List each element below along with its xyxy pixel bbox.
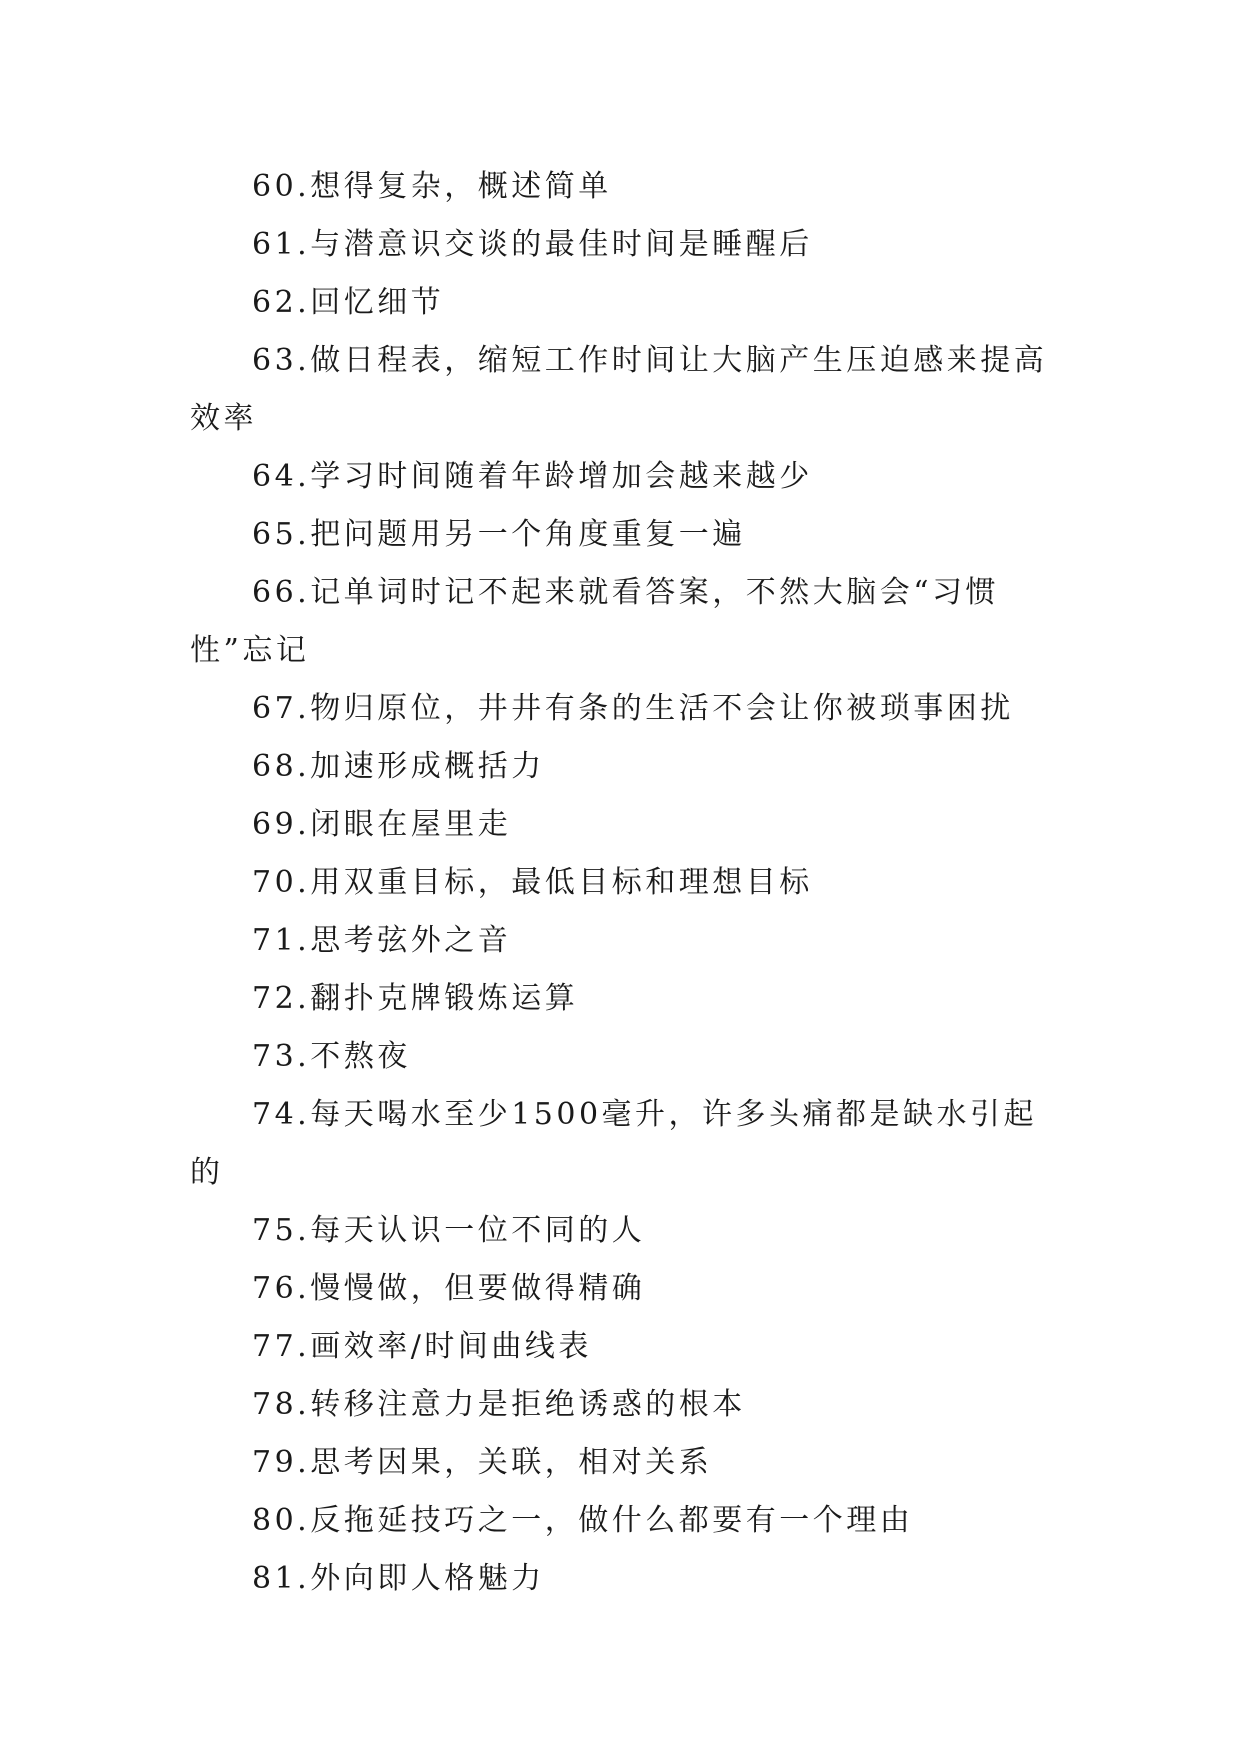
list-item: 79.思考因果，关联，相对关系 [252, 1445, 713, 1480]
document-body [190, 158, 1050, 1608]
list-item: 64.学习时间随着年龄增加会越来越少 [252, 459, 813, 494]
list-item: 77.画效率/时间曲线表 [252, 1329, 592, 1364]
list-item: 69.闭眼在屋里走 [252, 807, 512, 842]
list-item: 76.慢慢做，但要做得精确 [252, 1271, 646, 1306]
list-item: 75.每天认识一位不同的人 [252, 1213, 646, 1248]
list-item: 74.每天喝水至少1500毫升，许多头痛都是缺水引起的 [190, 1097, 1038, 1190]
list-item: 68.加速形成概括力 [252, 749, 545, 784]
list-item: 66.记单词时记不起来就看答案，不然大脑会“习惯性”忘记 [190, 575, 1000, 668]
list-item: 61.与潜意识交谈的最佳时间是睡醒后 [252, 227, 813, 262]
list-item: 80.反拖延技巧之一，做什么都要有一个理由 [252, 1503, 914, 1538]
list-item: 71.思考弦外之音 [252, 923, 512, 958]
list-item: 65.把问题用另一个角度重复一遍 [252, 517, 746, 552]
list-item: 81.外向即人格魅力 [252, 1561, 545, 1596]
list-item: 62.回忆细节 [252, 285, 445, 320]
list-item: 72.翻扑克牌锻炼运算 [252, 981, 579, 1016]
list-item: 67.物归原位，井井有条的生活不会让你被琐事困扰 [252, 691, 1014, 726]
list-item: 60.想得复杂，概述简单 [252, 169, 612, 204]
list-item: 73.不熬夜 [252, 1039, 411, 1074]
list-item: 78.转移注意力是拒绝诱惑的根本 [252, 1387, 746, 1422]
list-item: 70.用双重目标，最低目标和理想目标 [252, 865, 813, 900]
list-item: 63.做日程表，缩短工作时间让大脑产生压迫感来提高效率 [190, 343, 1048, 436]
